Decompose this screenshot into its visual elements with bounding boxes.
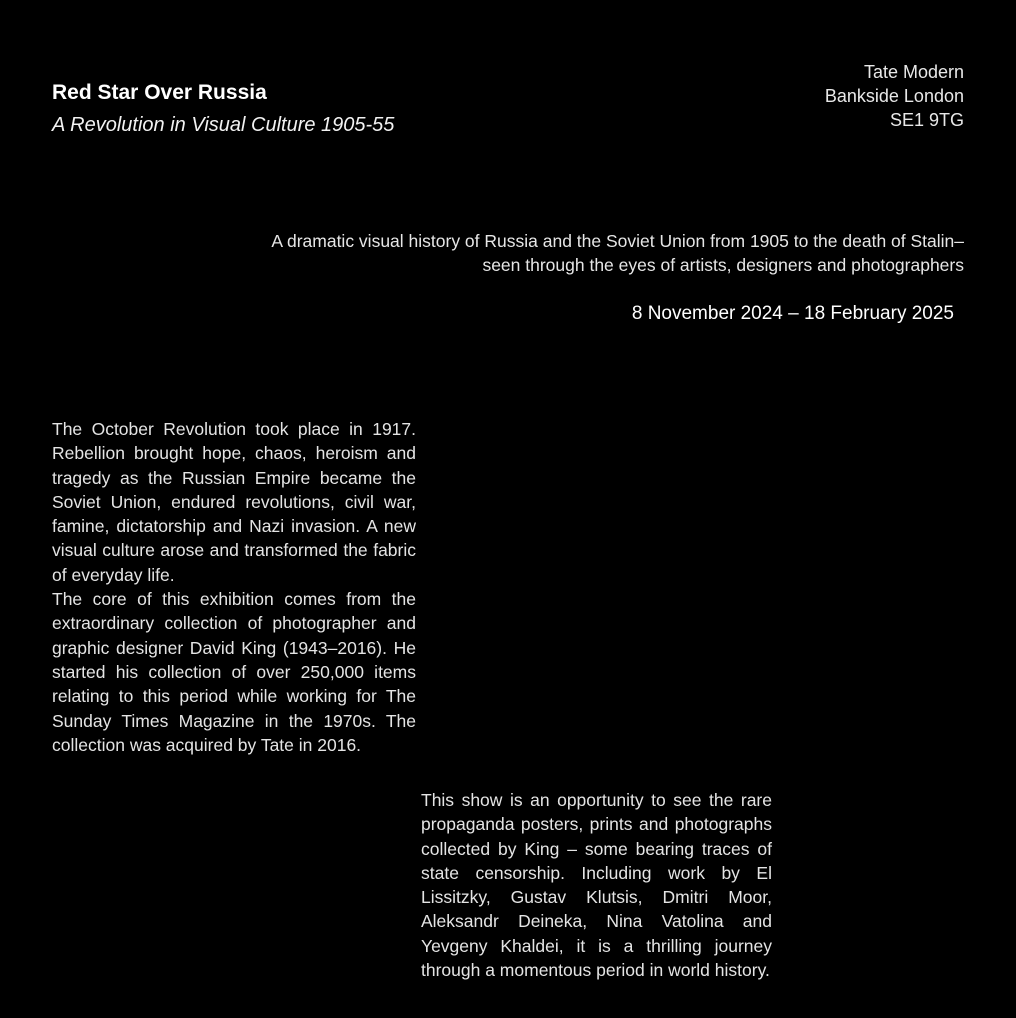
address-line-postcode: SE1 9TG [889, 110, 964, 130]
body-text-left-column [52, 417, 416, 757]
address-line-venue: Tate Modern [863, 62, 964, 82]
address-line-area: Bankside London [824, 86, 964, 106]
exhibition-tagline [271, 229, 964, 277]
body-text-right-column [421, 788, 772, 982]
exhibition-subtitle: A Revolution in Visual Culture 1905-55 [52, 114, 395, 136]
tagline-line-1: A dramatic visual history of Russia and the Soviet Union from 1905 to the death of Stalin– [271, 231, 964, 251]
tagline-line-2: seen through the eyes of artists, designers and photographers [482, 255, 964, 275]
title-block [52, 80, 394, 138]
body-paragraph-intro: The October Revolution took place in 1917. Rebellion brought hope, chaos, heroism and tragedy as the Russian Empire became the Soviet Union, endured revolutions, civil war, famine, dictatorship and Nazi invasion. A new visual culture arose and transformed the fabric of everyday life. [52, 419, 416, 585]
body-paragraph-collection: The core of this exhibition comes from the extraordinary collection of photographer and graphic designer David King (1943–2016). He started his collection of over 250,000 items relating to this period while working for The Sunday Times Magazine in the 1970s. The collection was acquired by Tate in 2016. [52, 589, 416, 755]
venue-address [825, 60, 964, 132]
exhibition-title: Red Star Over Russia [52, 81, 267, 104]
body-paragraph-show: This show is an opportunity to see the rare propaganda posters, prints and photographs collected by King – some bearing traces of state censorship. Including work by El Lissitzky, Gustav Klutsis, Dmitri Moor, Aleksandr Deineka, Nina Vatolina and Yevgeny Khaldei, it is a thrilling journey through a momentous period in world history. [421, 790, 772, 981]
exhibition-dates: 8 November 2024 – 18 February 2025 [631, 303, 954, 324]
